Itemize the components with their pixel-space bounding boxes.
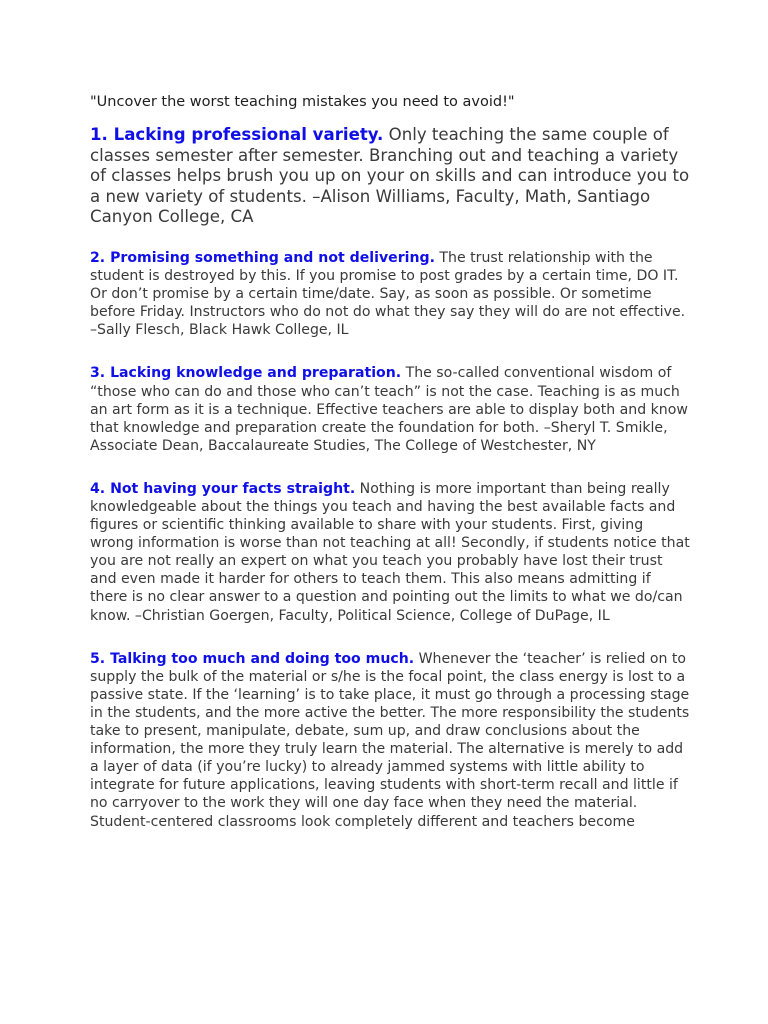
mistake-heading-2: 2. Promising something and not delivering.: [90, 249, 435, 266]
mistake-heading-5: 5. Talking too much and doing too much.: [90, 650, 415, 667]
mistake-item-4: [90, 480, 690, 625]
mistake-heading-3: 3. Lacking knowledge and preparation.: [90, 365, 402, 382]
mistake-heading-4: 4. Not having your facts straight.: [90, 480, 356, 497]
mistake-body-3: The so-called conventional wisdom of “those who can do and those who can’t teach” is not the case. Teaching is as much an art form as it is a technique. Effective teachers are able to display both and know that knowledge and preparation create the foundation for both. –Sheryl T. Smikle, Associate Dean, Baccalaureate Studies, The College of Westchester, NY: [90, 365, 688, 454]
document-page: [90, 92, 690, 831]
mistake-body-5: Whenever the ‘teacher’ is relied on to supply the bulk of the material or s/he is the focal point, the class energy is lost to a passive state. If the ‘learning’ is to take place, it must go through a processing stage in the students, and the more active the better. The more responsibility the students take to present, manipulate, debate, sum up, and draw conclusions about the information, the more they truly learn the material. The alternative is merely to add a layer of data (if you’re lucky) to already jammed systems with little ability to integrate for future applications, leaving students with short-term recall and little if no carryover to the work they will one day face when they need the material. Student-centered classrooms look completely different and teachers become: [90, 650, 690, 830]
mistake-item-1: [90, 125, 690, 228]
mistake-body-4: Nothing is more important than being really knowledgeable about the things you teach and having the best available facts and figures or scientific thinking available to share with your students. First, giving wrong information is worse than not teaching at all! Secondly, if students notice that you are not really an expert on what you teach you probably have lost their trust and even made it harder for others to teach them. This also means admitting if there is no clear answer to a question and pointing out the limits to what we do/can know. –Christian Goergen, Faculty, Political Science, College of DuPage, IL: [90, 480, 690, 624]
mistake-item-5: [90, 650, 690, 831]
mistake-item-3: [90, 364, 690, 454]
document-intro: "Uncover the worst teaching mistakes you need to avoid!": [90, 94, 515, 110]
mistake-item-2: [90, 249, 690, 339]
mistake-body-2: The trust relationship with the student is destroyed by this. If you promise to post grades by a certain time, DO IT. Or don’t promise by a certain time/date. Say, as soon as possible. Or sometime before Friday. Instructors who do not do what they say they will do are not effective. –Sally Flesch, Black Hawk College, IL: [90, 249, 686, 339]
mistake-body-1: Only teaching the same couple of classes semester after semester. Branching out and teaching a variety of classes helps brush you up on your on skills and can introduce you to a new variety of students. –Alison Williams, Faculty, Math, Santiago Canyon College, CA: [90, 125, 690, 227]
mistake-heading-1: 1. Lacking professional variety.: [90, 125, 384, 144]
